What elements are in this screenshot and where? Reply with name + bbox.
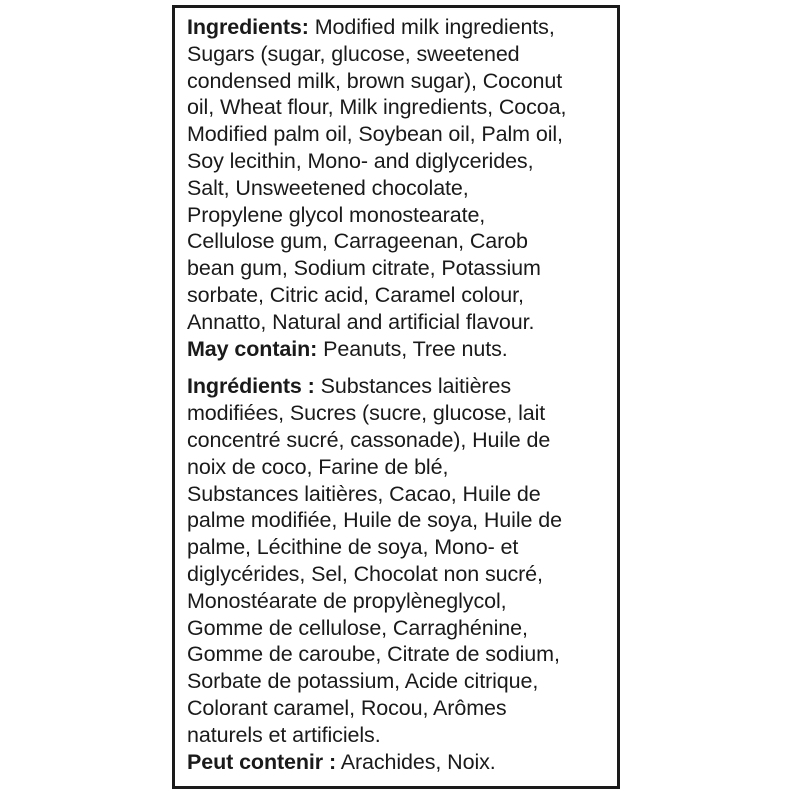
ingredients-line: naturels et artificiels. (187, 722, 381, 747)
may-contain-line-en (187, 336, 617, 363)
ingredients-line: bean gum, Sodium citrate, Potassium (187, 256, 541, 281)
ingredients-line: Modified palm oil, Soybean oil, Palm oil, (187, 122, 563, 147)
ingredients-line: Gomme de cellulose, Carraghénine, (187, 615, 528, 640)
ingredients-line (187, 373, 617, 400)
ingredients-heading-en: Ingredients: (187, 15, 309, 39)
may-contain-text-en: Peanuts, Tree nuts. (317, 336, 508, 361)
ingredients-line: Gomme de caroube, Citrate de sodium, (187, 642, 560, 667)
ingredients-line: Annatto, Natural and artificial flavour. (187, 309, 535, 334)
ingredients-heading-fr: Ingrédients : (187, 374, 315, 399)
ingredients-line: palme, Lécithine de soya, Mono- et (187, 535, 519, 560)
ingredients-text-en: Modified milk ingredients, (308, 15, 555, 39)
ingredients-line: Colorant caramel, Rocou, Arômes (187, 695, 507, 720)
ingredients-line: oil, Wheat flour, Milk ingredients, Cocoa, (187, 95, 567, 120)
may-contain-line-fr (187, 749, 617, 776)
ingredients-line: Substances laitières, Cacao, Huile de (187, 481, 541, 506)
french-ingredients-section (187, 373, 617, 775)
english-ingredients-section (187, 14, 617, 362)
ingredients-line: Propylene glycol monostearate, (187, 202, 486, 227)
ingredients-line: palme modifiée, Huile de soya, Huile de (187, 508, 562, 533)
ingredients-line: Salt, Unsweetened chocolate, (187, 175, 469, 200)
ingredients-line: diglycérides, Sel, Chocolat non sucré, (187, 561, 543, 586)
ingredients-line: Cellulose gum, Carrageenan, Carob (187, 229, 528, 254)
ingredients-line: concentré sucré, cassonade), Huile de (187, 427, 551, 452)
ingredients-label-panel (172, 5, 620, 789)
ingredients-text-block (187, 14, 617, 775)
ingredients-line: noix de coco, Farine de blé, (187, 454, 449, 479)
ingredients-text-fr: Substances laitières (314, 374, 512, 399)
ingredients-line: Sorbate de potassium, Acide citrique, (187, 669, 539, 694)
ingredients-line: Monostéarate de propylèneglycol, (187, 588, 507, 613)
ingredients-line: Sugars (sugar, glucose, sweetened (187, 41, 520, 66)
ingredients-line (187, 14, 617, 41)
may-contain-heading-fr: Peut contenir : (187, 749, 337, 774)
ingredients-line: sorbate, Citric acid, Caramel colour, (187, 282, 524, 307)
may-contain-text-fr: Arachides, Noix. (336, 749, 496, 774)
ingredients-line: condensed milk, brown sugar), Coconut (187, 68, 563, 93)
ingredients-line: Soy lecithin, Mono- and diglycerides, (187, 148, 534, 173)
may-contain-heading-en: May contain: (187, 336, 318, 361)
ingredients-line: modifiées, Sucres (sucre, glucose, lait (187, 401, 546, 426)
